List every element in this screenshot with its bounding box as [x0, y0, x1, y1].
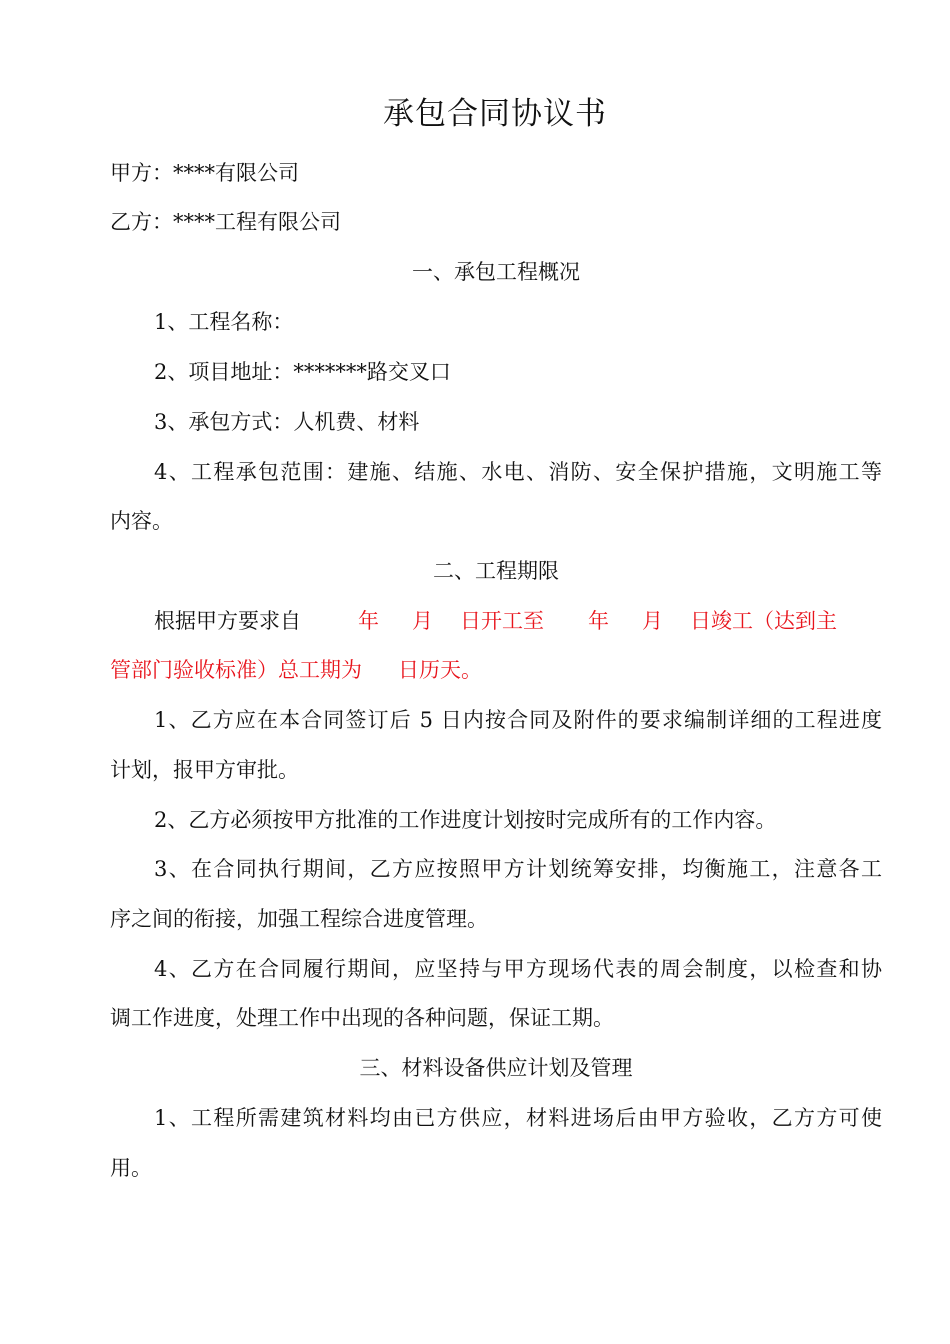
- period-year-2: 年: [588, 609, 609, 633]
- section-3-item-1-line-1: 1、工程所需建筑材料均由已方供应，材料进场后由甲方验收，乙方方可使: [154, 1106, 882, 1130]
- period-prefix: 根据甲方要求自: [154, 609, 301, 633]
- section-1-item-1: 1、工程名称：: [154, 310, 294, 334]
- period-year-1: 年: [358, 609, 379, 633]
- section-2-item-3-line-2: 序之间的衔接，加强工程综合进度管理。: [110, 907, 488, 931]
- period-month-2: 月: [642, 609, 663, 633]
- section-2-item-1-line-1: 1、乙方应在本合同签订后 5 日内按合同及附件的要求编制详细的工程进度: [154, 708, 882, 732]
- section-3-item-1-line-2: 用。: [110, 1156, 152, 1180]
- section-2-item-4-line-1: 4、乙方在合同履行期间，应坚持与甲方现场代表的周会制度，以检查和协: [154, 957, 882, 981]
- party-a: 甲方：****有限公司: [110, 161, 299, 185]
- section-1-heading: 一、承包工程概况: [412, 260, 580, 284]
- section-1-item-3: 3、承包方式：人机费、材料: [154, 410, 420, 434]
- section-1-item-4-line-2: 内容。: [110, 509, 173, 533]
- section-2-period-line-1: [110, 605, 882, 637]
- section-2-heading: 二、工程期限: [433, 559, 559, 583]
- period-day-2: 日竣工（达到主: [690, 609, 837, 633]
- section-2-item-4-line-2: 调工作进度，处理工作中出现的各种问题，保证工期。: [110, 1006, 614, 1030]
- period-day-1: 日开工至: [460, 609, 544, 633]
- period-acceptance: 管部门验收标准）总工期为: [110, 658, 362, 682]
- section-1-item-2: 2、项目地址：*******路交叉口: [154, 360, 451, 384]
- section-1-item-4-line-1: 4、工程承包范围：建施、结施、水电、消防、安全保护措施，文明施工等: [154, 460, 882, 484]
- document-title: 承包合同协议书: [383, 96, 607, 132]
- section-2-period-line-2: [110, 654, 882, 686]
- section-2-item-2: 2、乙方必须按甲方批准的工作进度计划按时完成所有的工作内容。: [154, 808, 777, 832]
- section-3-heading: 三、材料设备供应计划及管理: [359, 1056, 633, 1080]
- section-2-item-3-line-1: 3、在合同执行期间，乙方应按照甲方计划统筹安排，均衡施工，注意各工: [154, 857, 882, 881]
- period-calendar-days: 日历天。: [398, 658, 482, 682]
- section-2-item-1-line-2: 计划，报甲方审批。: [110, 758, 299, 782]
- period-month-1: 月: [412, 609, 433, 633]
- party-b: 乙方：****工程有限公司: [110, 210, 341, 234]
